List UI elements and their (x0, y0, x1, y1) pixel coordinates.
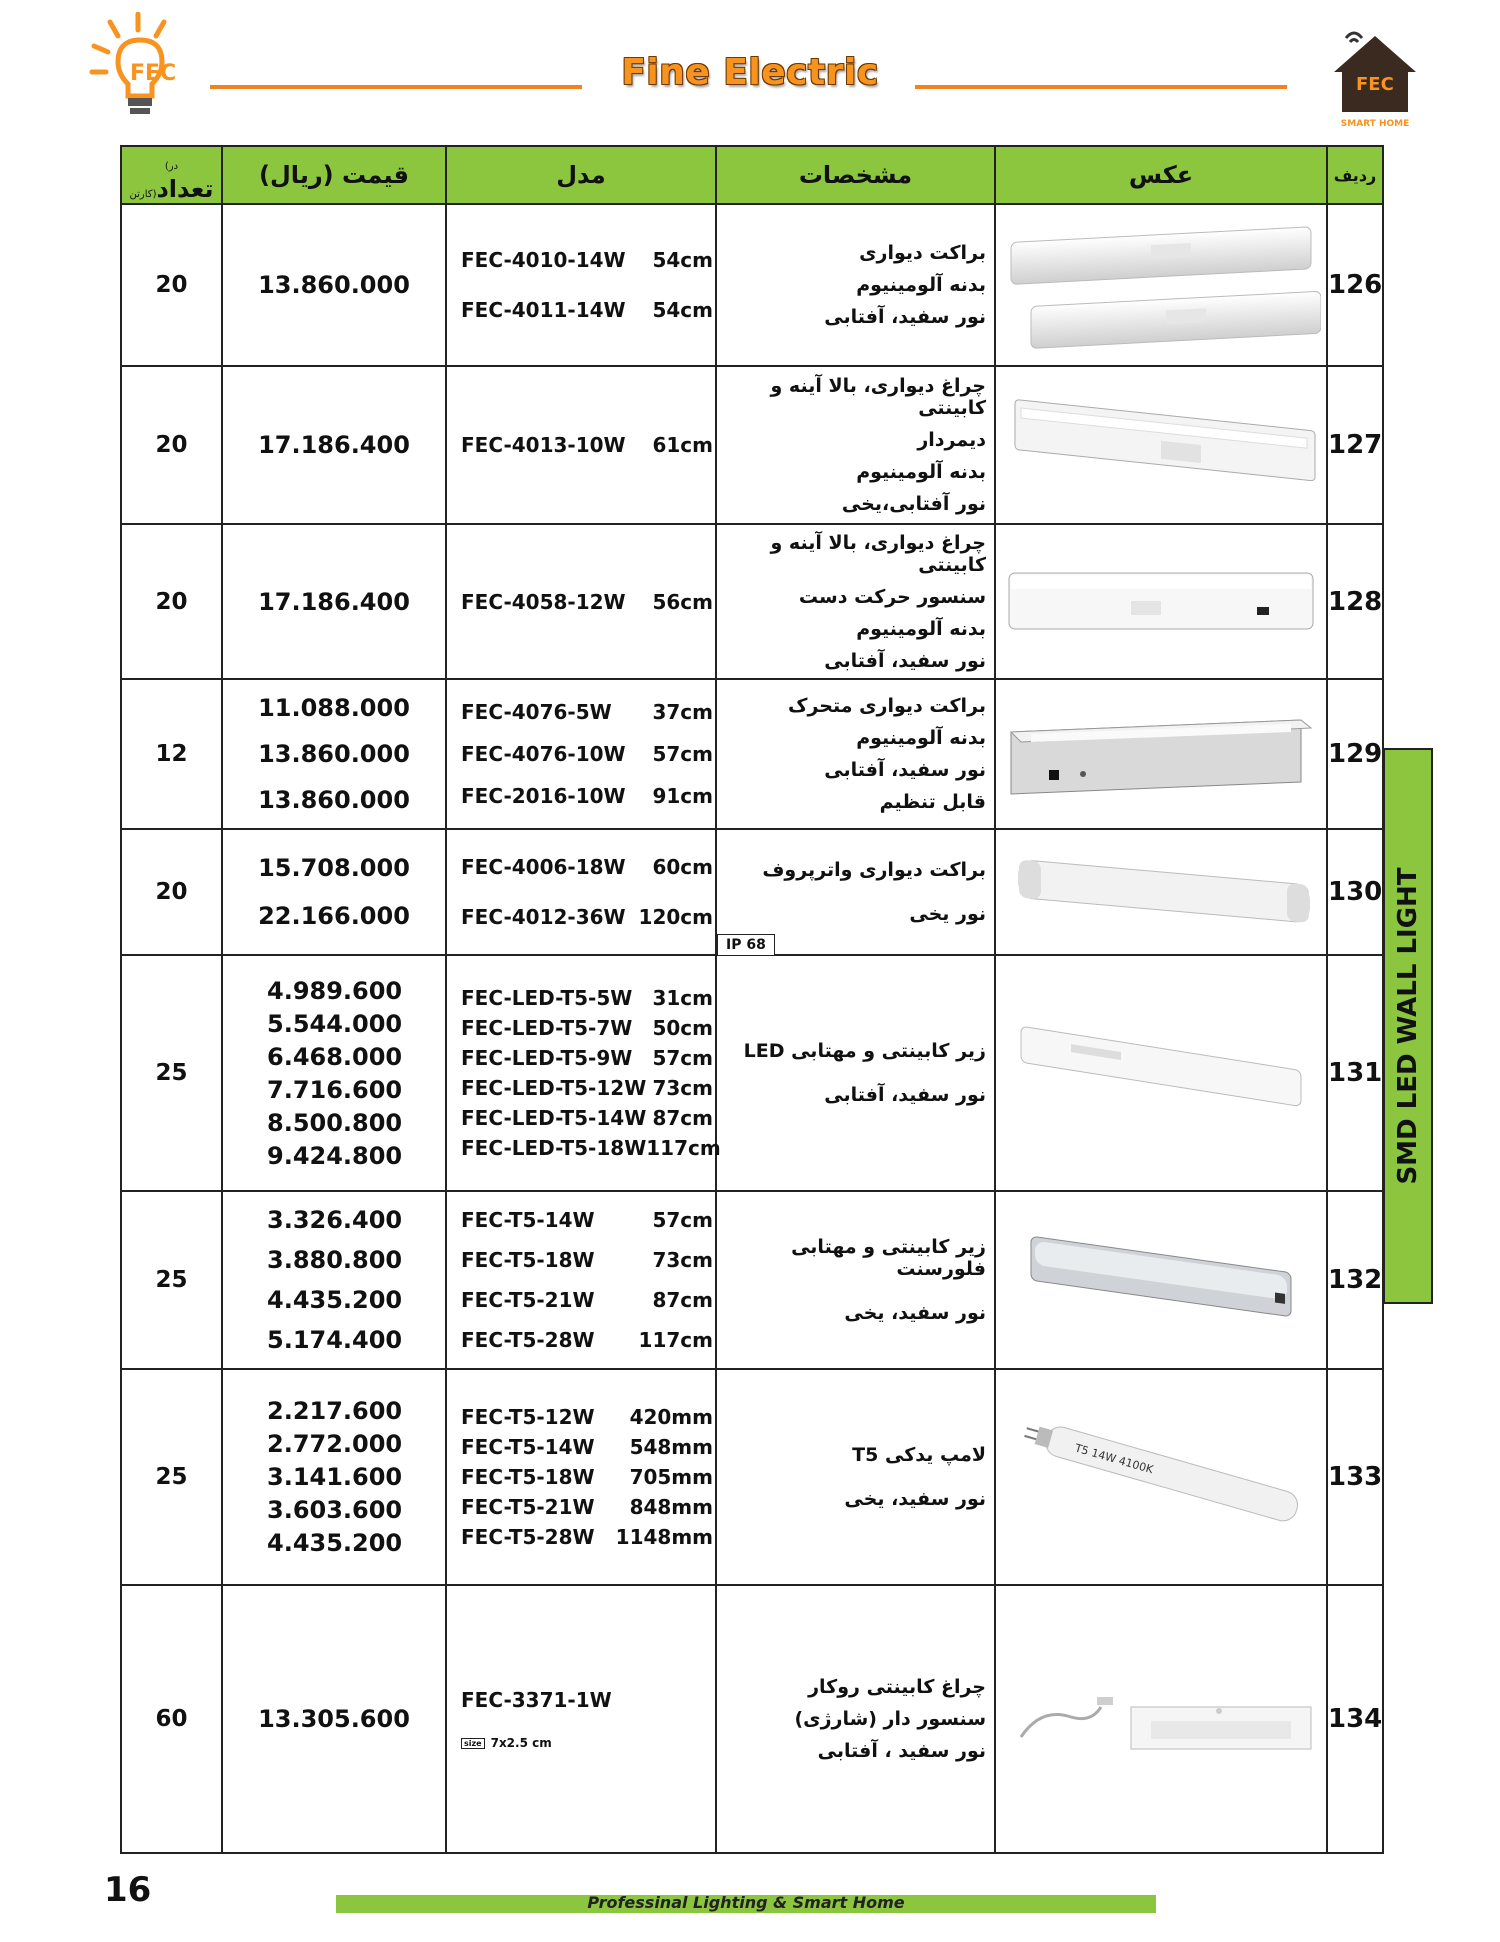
model-code: FEC-LED-T5-7W (461, 1016, 633, 1040)
model-line (461, 590, 713, 614)
specs-cell (716, 524, 995, 679)
svg-text:FEC: FEC (1356, 74, 1394, 95)
model-line (461, 1405, 713, 1429)
model-code: FEC-4076-10W (461, 742, 626, 766)
model-line (461, 1495, 713, 1519)
spec-line: بدنه آلومینیوم (856, 727, 986, 749)
category-label: SMD LED WALL LIGHT (1393, 867, 1423, 1185)
model-code: FEC-T5-21W (461, 1495, 595, 1519)
model-code: FEC-LED-T5-12W (461, 1076, 647, 1100)
model-code: FEC-T5-18W (461, 1465, 595, 1489)
model-code: FEC-T5-28W (461, 1525, 595, 1549)
table-row (121, 204, 1383, 366)
table-row (121, 1585, 1383, 1853)
model-code: FEC-T5-21W (461, 1288, 595, 1312)
model-length: 705mm (629, 1465, 713, 1489)
price-value: 13.305.600 (258, 1705, 410, 1733)
product-image (996, 702, 1326, 806)
table-row (121, 1369, 1383, 1585)
specs-cell (716, 679, 995, 829)
spec-line: نور سفید، یخی (844, 1488, 986, 1510)
spec-line: قابل تنظیم (879, 791, 986, 813)
model-cell (446, 1369, 716, 1585)
model-length: 50cm (652, 1016, 713, 1040)
price-value: 3.880.800 (267, 1246, 403, 1274)
price-cell (222, 829, 446, 955)
product-image-cell (995, 829, 1327, 955)
row-number-cell (1327, 1369, 1383, 1585)
price-value: 17.186.400 (258, 587, 410, 616)
model-cell (446, 1191, 716, 1369)
spec-line: زیر کابینتی و مهتابی فلورسنت (791, 1236, 986, 1280)
model-length: 120cm (638, 905, 713, 929)
product-image (996, 1228, 1326, 1332)
price-value: 2.217.600 (267, 1397, 403, 1425)
model-line (461, 248, 713, 272)
product-image-cell (995, 204, 1327, 366)
spec-line: نور سفید، آفتابی (824, 649, 986, 672)
price-value: 4.989.600 (267, 976, 403, 1005)
footer-tagline: Professinal Lighting & Smart Home (587, 1893, 905, 1912)
spec-line: نور سفید ، آفتابی (817, 1740, 986, 1762)
spec-line: چراغ دیواری، بالا آینه و کابینتی (770, 531, 986, 576)
spec-line: دیمردار (917, 429, 986, 451)
row-number-cell (1327, 955, 1383, 1191)
model-cell (446, 829, 716, 955)
table-row (121, 524, 1383, 679)
row-number-cell (1327, 1585, 1383, 1853)
row-number: 131 (1328, 1058, 1383, 1088)
product-image-cell (995, 366, 1327, 524)
spec-line: براکت دیواری متحرک (787, 695, 986, 717)
specs-cell (716, 955, 995, 1191)
tube-print: T5 14W 4100K (1073, 1441, 1155, 1477)
model-code: FEC-LED-T5-5W (461, 986, 633, 1010)
row-number: 130 (1328, 877, 1383, 907)
count-cell (121, 1585, 222, 1853)
count-cell (121, 204, 222, 366)
model-length: 87cm (652, 1288, 713, 1312)
spec-line: نور سفید، آفتابی (824, 306, 986, 328)
header-row: ردیف (1327, 146, 1383, 204)
price-cell (222, 955, 446, 1191)
count-value: 25 (155, 1060, 188, 1086)
spec-line: بدنه آلومینیوم (856, 274, 986, 296)
row-number-cell (1327, 524, 1383, 679)
model-code: FEC-T5-14W (461, 1208, 595, 1232)
header-price: قیمت (ریال) (222, 146, 446, 204)
model-length: 54cm (652, 298, 713, 322)
model-line (461, 1465, 713, 1489)
model-cell (446, 1585, 716, 1853)
price-cell (222, 366, 446, 524)
price-cell (222, 1191, 446, 1369)
count-cell (121, 366, 222, 524)
count-value: 60 (155, 1706, 188, 1732)
count-value: 20 (155, 588, 188, 615)
model-length: 56cm (652, 589, 713, 614)
model-code: FEC-3371-1W (461, 1688, 612, 1712)
price-value: 3.603.600 (267, 1496, 403, 1524)
price-value: 13.860.000 (258, 740, 410, 768)
model-line (461, 1248, 713, 1272)
price-value: 13.860.000 (258, 786, 410, 814)
category-side-tab (1383, 748, 1433, 1304)
count-cell (121, 1369, 222, 1585)
price-cell (222, 1369, 446, 1585)
model-code: FEC-LED-T5-9W (461, 1046, 633, 1070)
model-line (461, 1136, 721, 1160)
count-value: 12 (155, 741, 188, 767)
row-number-cell (1327, 829, 1383, 955)
product-image-cell (995, 1369, 1327, 1585)
count-cell (121, 829, 222, 955)
model-code: FEC-T5-14W (461, 1435, 595, 1459)
model-length: 117cm (646, 1136, 721, 1160)
product-image-cell (995, 955, 1327, 1191)
model-length: 54cm (652, 248, 713, 272)
specs-cell (716, 366, 995, 524)
model-cell (446, 524, 716, 679)
price-cell (222, 679, 446, 829)
product-image (996, 1667, 1326, 1771)
model-code: FEC-4058-12W (461, 589, 626, 614)
model-line (461, 855, 713, 879)
spec-line: نور سفید، یخی (844, 1302, 986, 1324)
model-line (461, 1288, 713, 1312)
price-value: 3.326.400 (267, 1206, 403, 1234)
header-model: مدل (446, 146, 716, 204)
model-length: 73cm (652, 1248, 713, 1272)
model-code: FEC-4013-10W (461, 433, 626, 457)
count-cell (121, 524, 222, 679)
spec-line: سنسور حرکت دست (798, 585, 986, 608)
specs-cell (716, 1585, 995, 1853)
model-length: 1148mm (615, 1525, 713, 1549)
fec-smart-home-logo (1330, 20, 1420, 130)
price-value: 11.088.000 (258, 694, 410, 722)
specs-cell (716, 1191, 995, 1369)
row-number: 127 (1328, 430, 1383, 460)
spec-line: براکت دیواری واترپروف (762, 859, 986, 881)
price-value: 4.435.200 (267, 1286, 403, 1314)
model-line (461, 1688, 713, 1712)
svg-text:FEC: FEC (130, 61, 177, 86)
product-image-cell (995, 1191, 1327, 1369)
row-number: 126 (1328, 270, 1383, 300)
model-line (461, 1208, 713, 1232)
model-line (461, 1016, 713, 1040)
price-value: 3.141.600 (267, 1463, 403, 1491)
spec-line: چراغ دیواری، بالا آینه و کابینتی (770, 375, 986, 419)
model-cell (446, 679, 716, 829)
row-number-cell (1327, 366, 1383, 524)
model-line (461, 1328, 713, 1352)
price-cell (222, 524, 446, 679)
model-code: FEC-T5-12W (461, 1405, 595, 1429)
model-code: FEC-4076-5W (461, 700, 612, 724)
spec-line: نور سفید، آفتابی (824, 1084, 986, 1106)
model-line (461, 700, 713, 724)
specs-cell (716, 829, 995, 955)
count-value: 25 (155, 1267, 188, 1293)
price-value: 5.544.000 (267, 1009, 403, 1038)
model-cell (446, 204, 716, 366)
count-cell (121, 679, 222, 829)
model-line (461, 784, 713, 808)
model-code: FEC-4011-14W (461, 298, 626, 322)
spec-line: نور آفتابی،یخی (841, 493, 986, 515)
count-value: 20 (155, 879, 188, 905)
size-value: 7x2.5 cm (490, 1736, 552, 1750)
spec-line: نور یخی (909, 903, 986, 925)
header-image: عکس (995, 146, 1327, 204)
price-value: 17.186.400 (258, 431, 410, 459)
model-code: FEC-4012-36W (461, 905, 626, 929)
model-cell (446, 955, 721, 1191)
ip-rating-badge: IP 68 (717, 934, 775, 956)
model-cell (446, 366, 716, 524)
model-line (461, 986, 713, 1010)
spec-line: چراغ کابینتی روکار (808, 1676, 986, 1698)
model-line (461, 298, 713, 322)
fec-bulb-logo (88, 12, 198, 124)
price-value: 9.424.800 (267, 1141, 403, 1170)
model-code: FEC-LED-T5-18W (461, 1136, 647, 1160)
model-line (461, 1106, 713, 1130)
spec-line: زیر کابینتی و مهتابی LED (743, 1040, 986, 1062)
price-value: 2.772.000 (267, 1430, 403, 1458)
price-value: 8.500.800 (267, 1108, 403, 1137)
row-number-cell (1327, 679, 1383, 829)
table-row (121, 1191, 1383, 1369)
model-length: 57cm (652, 1046, 713, 1070)
model-code: FEC-4006-18W (461, 855, 626, 879)
table-row (121, 955, 1383, 1191)
price-value: 6.468.000 (267, 1042, 403, 1071)
spec-line: نور سفید، آفتابی (824, 759, 986, 781)
model-line (461, 1046, 713, 1070)
row-number: 128 (1328, 586, 1383, 617)
page-number: 16 (104, 1870, 152, 1910)
price-value: 15.708.000 (258, 854, 410, 882)
product-image-cell (995, 1585, 1327, 1853)
model-length: 57cm (652, 1208, 713, 1232)
model-code: FEC-2016-10W (461, 784, 626, 808)
spec-line: بدنه آلومینیوم (856, 617, 986, 640)
product-image (996, 555, 1326, 649)
model-line (461, 905, 713, 929)
price-table (120, 145, 1384, 1854)
model-line (461, 1076, 713, 1100)
model-length: 60cm (652, 855, 713, 879)
product-image (996, 850, 1326, 934)
model-length: 91cm (652, 784, 713, 808)
product-image (996, 1021, 1326, 1125)
specs-cell (716, 204, 995, 366)
price-value: 22.166.000 (258, 902, 410, 930)
header-count: (در کارتن)تعداد (121, 146, 222, 204)
model-length: 57cm (652, 742, 713, 766)
count-value: 20 (155, 432, 188, 458)
model-code: FEC-T5-28W (461, 1328, 595, 1352)
brand-title: Fine Electric (621, 52, 879, 93)
size-icon: size (461, 1738, 485, 1749)
product-image-cell (995, 679, 1327, 829)
count-cell (121, 955, 222, 1191)
model-length: 117cm (638, 1328, 713, 1352)
row-number: 132 (1328, 1265, 1383, 1295)
price-value: 5.174.400 (267, 1326, 403, 1354)
count-value: 25 (155, 1464, 188, 1490)
model-length: 31cm (652, 986, 713, 1010)
price-value: 7.716.600 (267, 1075, 403, 1104)
model-length: 37cm (652, 700, 713, 724)
spec-line: بدنه آلومینیوم (856, 461, 986, 483)
model-code: FEC-4010-14W (461, 248, 626, 272)
model-length: 87cm (652, 1106, 713, 1130)
price-value: 13.860.000 (258, 271, 410, 299)
header-rule-right (915, 85, 1287, 89)
model-length: 420mm (629, 1405, 713, 1429)
model-length: 61cm (652, 433, 713, 457)
model-line (461, 742, 713, 766)
row-number-cell (1327, 1191, 1383, 1369)
row-number-cell (1327, 204, 1383, 366)
table-row (121, 829, 1383, 955)
model-length: 73cm (652, 1076, 713, 1100)
price-cell (222, 204, 446, 366)
table-row (121, 679, 1383, 829)
spec-line: لامپ یدکی T5 (852, 1444, 986, 1466)
price-value: 4.435.200 (267, 1529, 403, 1557)
size-note (461, 1736, 713, 1750)
price-cell (222, 1585, 446, 1853)
model-code: FEC-T5-18W (461, 1248, 595, 1272)
header-rule-left (210, 85, 582, 89)
count-value: 20 (155, 272, 188, 298)
product-image (996, 213, 1326, 357)
row-number: 133 (1328, 1462, 1383, 1492)
spec-line: براکت دیواری (859, 242, 986, 264)
product-image (996, 388, 1326, 502)
product-image (996, 1410, 1326, 1544)
model-length: 848mm (629, 1495, 713, 1519)
row-number: 134 (1328, 1704, 1383, 1734)
model-line (461, 433, 713, 457)
spec-line: سنسور دار (شارژی) (794, 1708, 986, 1730)
header-specs: مشخصات (716, 146, 995, 204)
product-image-cell (995, 524, 1327, 679)
model-length: 548mm (629, 1435, 713, 1459)
count-cell (121, 1191, 222, 1369)
model-line (461, 1525, 713, 1549)
model-line (461, 1435, 713, 1459)
specs-cell (716, 1369, 995, 1585)
svg-text:SMART HOME: SMART HOME (1340, 119, 1410, 129)
model-code: FEC-LED-T5-14W (461, 1106, 647, 1130)
table-row (121, 366, 1383, 524)
row-number: 129 (1328, 739, 1383, 769)
